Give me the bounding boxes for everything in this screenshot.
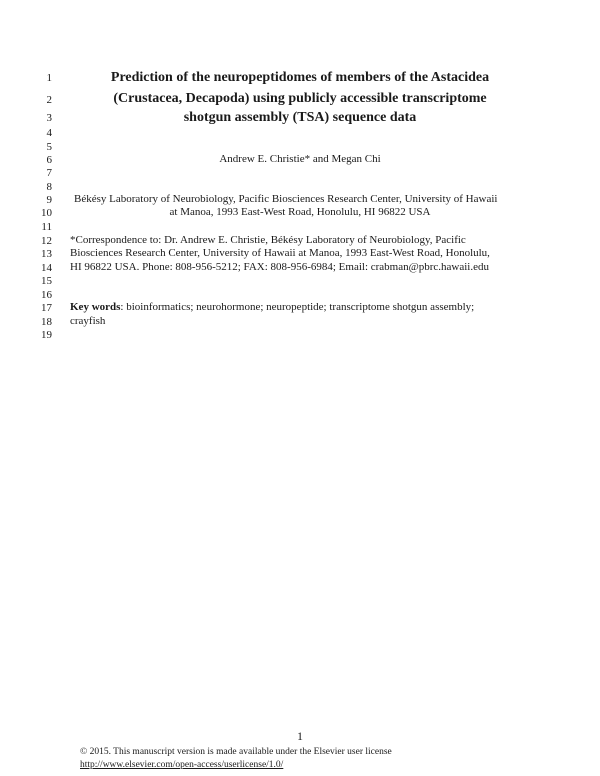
line-number: 4 [46, 127, 52, 139]
keywords-line-continued: crayfish [70, 315, 106, 327]
line-number: 8 [46, 181, 52, 193]
line-number: 18 [41, 316, 52, 328]
line-number: 1 [46, 72, 52, 84]
authors: Andrew E. Christie* and Megan Chi [219, 153, 381, 165]
correspondence-line: Biosciences Research Center, University of Hawaii at Manoa, 1993 East-West Road, Honolulu, [70, 247, 490, 259]
affiliation-line: Békésy Laboratory of Neurobiology, Pacific Biosciences Research Center, University of Hawaii [74, 193, 498, 205]
paper-title-line: Prediction of the neuropeptidomes of members of the Astacidea [110, 70, 490, 85]
line-number: 11 [41, 221, 52, 233]
page-number: 1 [297, 729, 303, 743]
line-number: 17 [41, 302, 52, 314]
line-number: 3 [46, 112, 52, 124]
correspondence-line: *Correspondence to: Dr. Andrew E. Christie, Békésy Laboratory of Neurobiology, Pacific [70, 234, 466, 246]
line-number: 16 [41, 289, 52, 301]
paper-title-line: (Crustacea, Decapoda) using publicly accessible transcriptome [113, 91, 487, 106]
line-number: 12 [41, 235, 52, 247]
correspondence-line: HI 96822 USA. Phone: 808-956-5212; FAX: 808-956-6984; Email: crabman@pbrc.hawaii.edu [70, 261, 489, 273]
keywords-line [70, 300, 474, 314]
line-number: 15 [41, 275, 52, 287]
keywords-label: Key words [70, 301, 121, 313]
line-number: 14 [41, 262, 52, 274]
license-link[interactable]: http://www.elsevier.com/open-access/userlicense/1.0/ [80, 760, 284, 770]
line-number: 6 [46, 154, 52, 166]
license-link-row [80, 759, 283, 772]
license-notice: © 2015. This manuscript version is made available under the Elsevier user license [80, 747, 392, 757]
keywords-list: : bioinformatics; neurohormone; neuropeptide; transcriptome shotgun assembly; [120, 301, 475, 313]
line-number: 10 [41, 207, 52, 219]
affiliation-line: at Manoa, 1993 East-West Road, Honolulu, HI 96822 USA [169, 206, 431, 218]
line-number: 9 [46, 194, 52, 206]
paper-title-line: shotgun assembly (TSA) sequence data [183, 110, 417, 125]
line-number: 13 [41, 248, 52, 260]
line-number: 19 [41, 329, 52, 341]
line-number: 7 [46, 167, 52, 179]
line-number: 2 [46, 94, 52, 106]
line-number: 5 [46, 141, 52, 153]
